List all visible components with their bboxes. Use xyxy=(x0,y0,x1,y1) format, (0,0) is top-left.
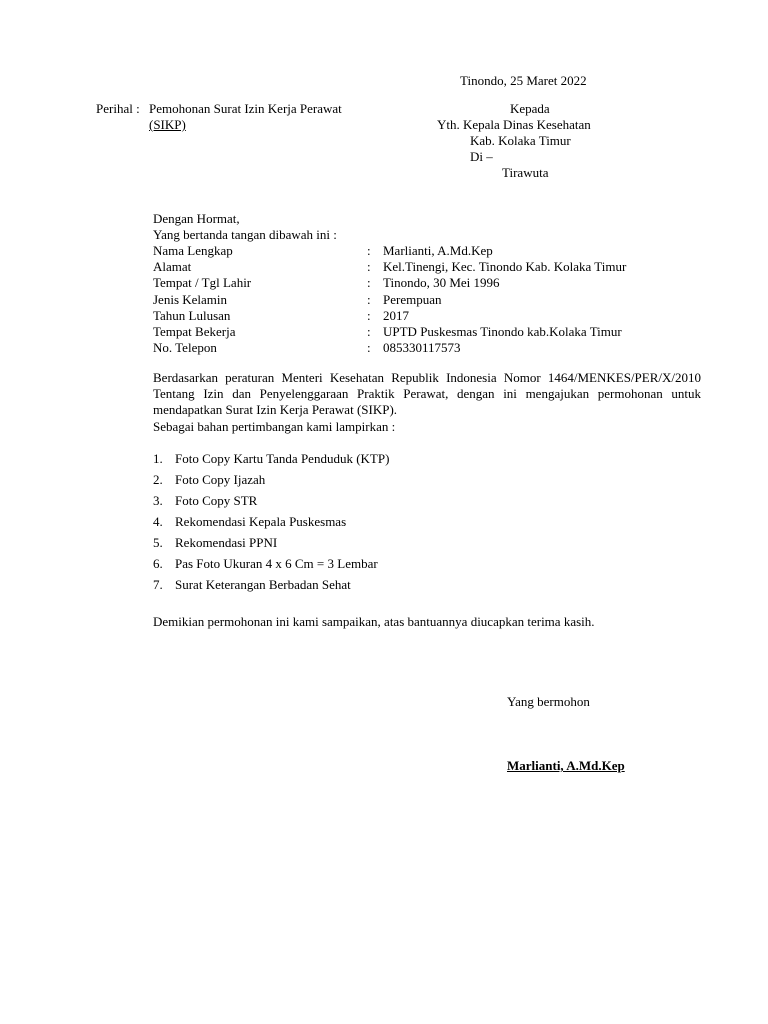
list-item xyxy=(153,556,573,577)
list-item-text: Rekomendasi Kepala Puskesmas xyxy=(175,514,347,529)
identity-colon: : xyxy=(367,259,371,275)
identity-label: Nama Lengkap xyxy=(153,243,233,258)
list-item xyxy=(153,451,573,472)
identity-colon: : xyxy=(367,275,371,291)
recipient-di: Di – xyxy=(470,149,493,164)
identity-row xyxy=(153,243,713,259)
list-item-text: Pas Foto Ukuran 4 x 6 Cm = 3 Lembar xyxy=(175,556,378,571)
intro-line: Yang bertanda tangan dibawah ini : xyxy=(153,227,337,242)
identity-table xyxy=(153,243,713,356)
recipient-regency: Kab. Kolaka Timur xyxy=(470,133,571,148)
identity-value: 085330117573 xyxy=(383,340,461,356)
identity-row xyxy=(153,259,713,275)
list-item xyxy=(153,493,573,514)
perihal-subject-line1: Pemohonan Surat Izin Kerja Perawat xyxy=(149,101,342,116)
list-item-text: Foto Copy STR xyxy=(175,493,258,508)
identity-row xyxy=(153,275,713,291)
identity-label: Tahun Lulusan xyxy=(153,307,231,323)
identity-row xyxy=(153,324,713,340)
identity-value: Marlianti, A.Md.Kep xyxy=(383,243,493,258)
identity-value: Tinondo, 30 Mei 1996 xyxy=(383,275,500,291)
identity-value: UPTD Puskesmas Tinondo kab.Kolaka Timur xyxy=(383,323,622,339)
identity-label: Tempat / Tgl Lahir xyxy=(153,275,252,291)
list-item xyxy=(153,577,573,598)
list-item xyxy=(153,514,573,535)
list-item-text: Surat Keterangan Berbadan Sehat xyxy=(175,577,351,592)
recipient-place: Tirawuta xyxy=(502,165,549,180)
list-item-number: 4. xyxy=(153,514,163,529)
sign-off: Yang bermohon xyxy=(507,694,590,709)
list-item-number: 7. xyxy=(153,577,163,592)
identity-value: Kel.Tinengi, Kec. Tinondo Kab. Kolaka Timur xyxy=(383,259,627,275)
list-item-text: Foto Copy Ijazah xyxy=(175,472,266,487)
list-item xyxy=(153,535,573,556)
recipient-title: Yth. Kepala Dinas Kesehatan xyxy=(437,117,591,132)
attachment-list xyxy=(153,451,573,598)
list-item xyxy=(153,472,573,493)
perihal-label: Perihal : xyxy=(96,101,140,116)
list-item-text: Rekomendasi PPNI xyxy=(175,535,278,550)
identity-label: No. Telepon xyxy=(153,340,217,356)
identity-label: Tempat Bekerja xyxy=(153,323,236,339)
closing-statement: Demikian permohonan ini kami sampaikan, atas bantuannya diucapkan terima kasih. xyxy=(153,614,595,629)
identity-row xyxy=(153,340,713,356)
attachment-intro: Sebagai bahan pertimbangan kami lampirkan : xyxy=(153,419,396,434)
list-item-number: 6. xyxy=(153,556,163,571)
identity-colon: : xyxy=(367,340,371,356)
list-item-number: 5. xyxy=(153,535,163,550)
list-item-number: 3. xyxy=(153,493,163,508)
identity-colon: : xyxy=(367,323,371,339)
greeting: Dengan Hormat, xyxy=(153,211,240,226)
identity-colon: : xyxy=(367,307,371,323)
identity-label: Alamat xyxy=(153,259,192,275)
recipient-kepada: Kepada xyxy=(510,101,550,116)
identity-colon: : xyxy=(367,291,371,307)
identity-label: Jenis Kelamin xyxy=(153,291,228,307)
body-paragraph: Berdasarkan peraturan Menteri Kesehatan Republik Indonesia Nomor 1464/MENKES/PER/X/2010 Tentang Izin dan Penyelenggaraan Praktik Perawat, dengan ini mengajukan permohonan untuk mendapatkan Surat Izin Kerja Perawat (SIKP). xyxy=(153,370,701,417)
signer-name: Marlianti, A.Md.Kep xyxy=(507,758,625,773)
letter-date: Tinondo, 25 Maret 2022 xyxy=(460,73,587,88)
identity-value: 2017 xyxy=(383,307,409,323)
identity-row xyxy=(153,308,713,324)
perihal-subject-line2: (SIKP) xyxy=(149,117,186,132)
identity-colon: : xyxy=(367,243,371,258)
identity-value: Perempuan xyxy=(383,291,442,307)
list-item-text: Foto Copy Kartu Tanda Penduduk (KTP) xyxy=(175,451,390,466)
list-item-number: 2. xyxy=(153,472,163,487)
identity-row xyxy=(153,292,713,308)
list-item-number: 1. xyxy=(153,451,163,466)
